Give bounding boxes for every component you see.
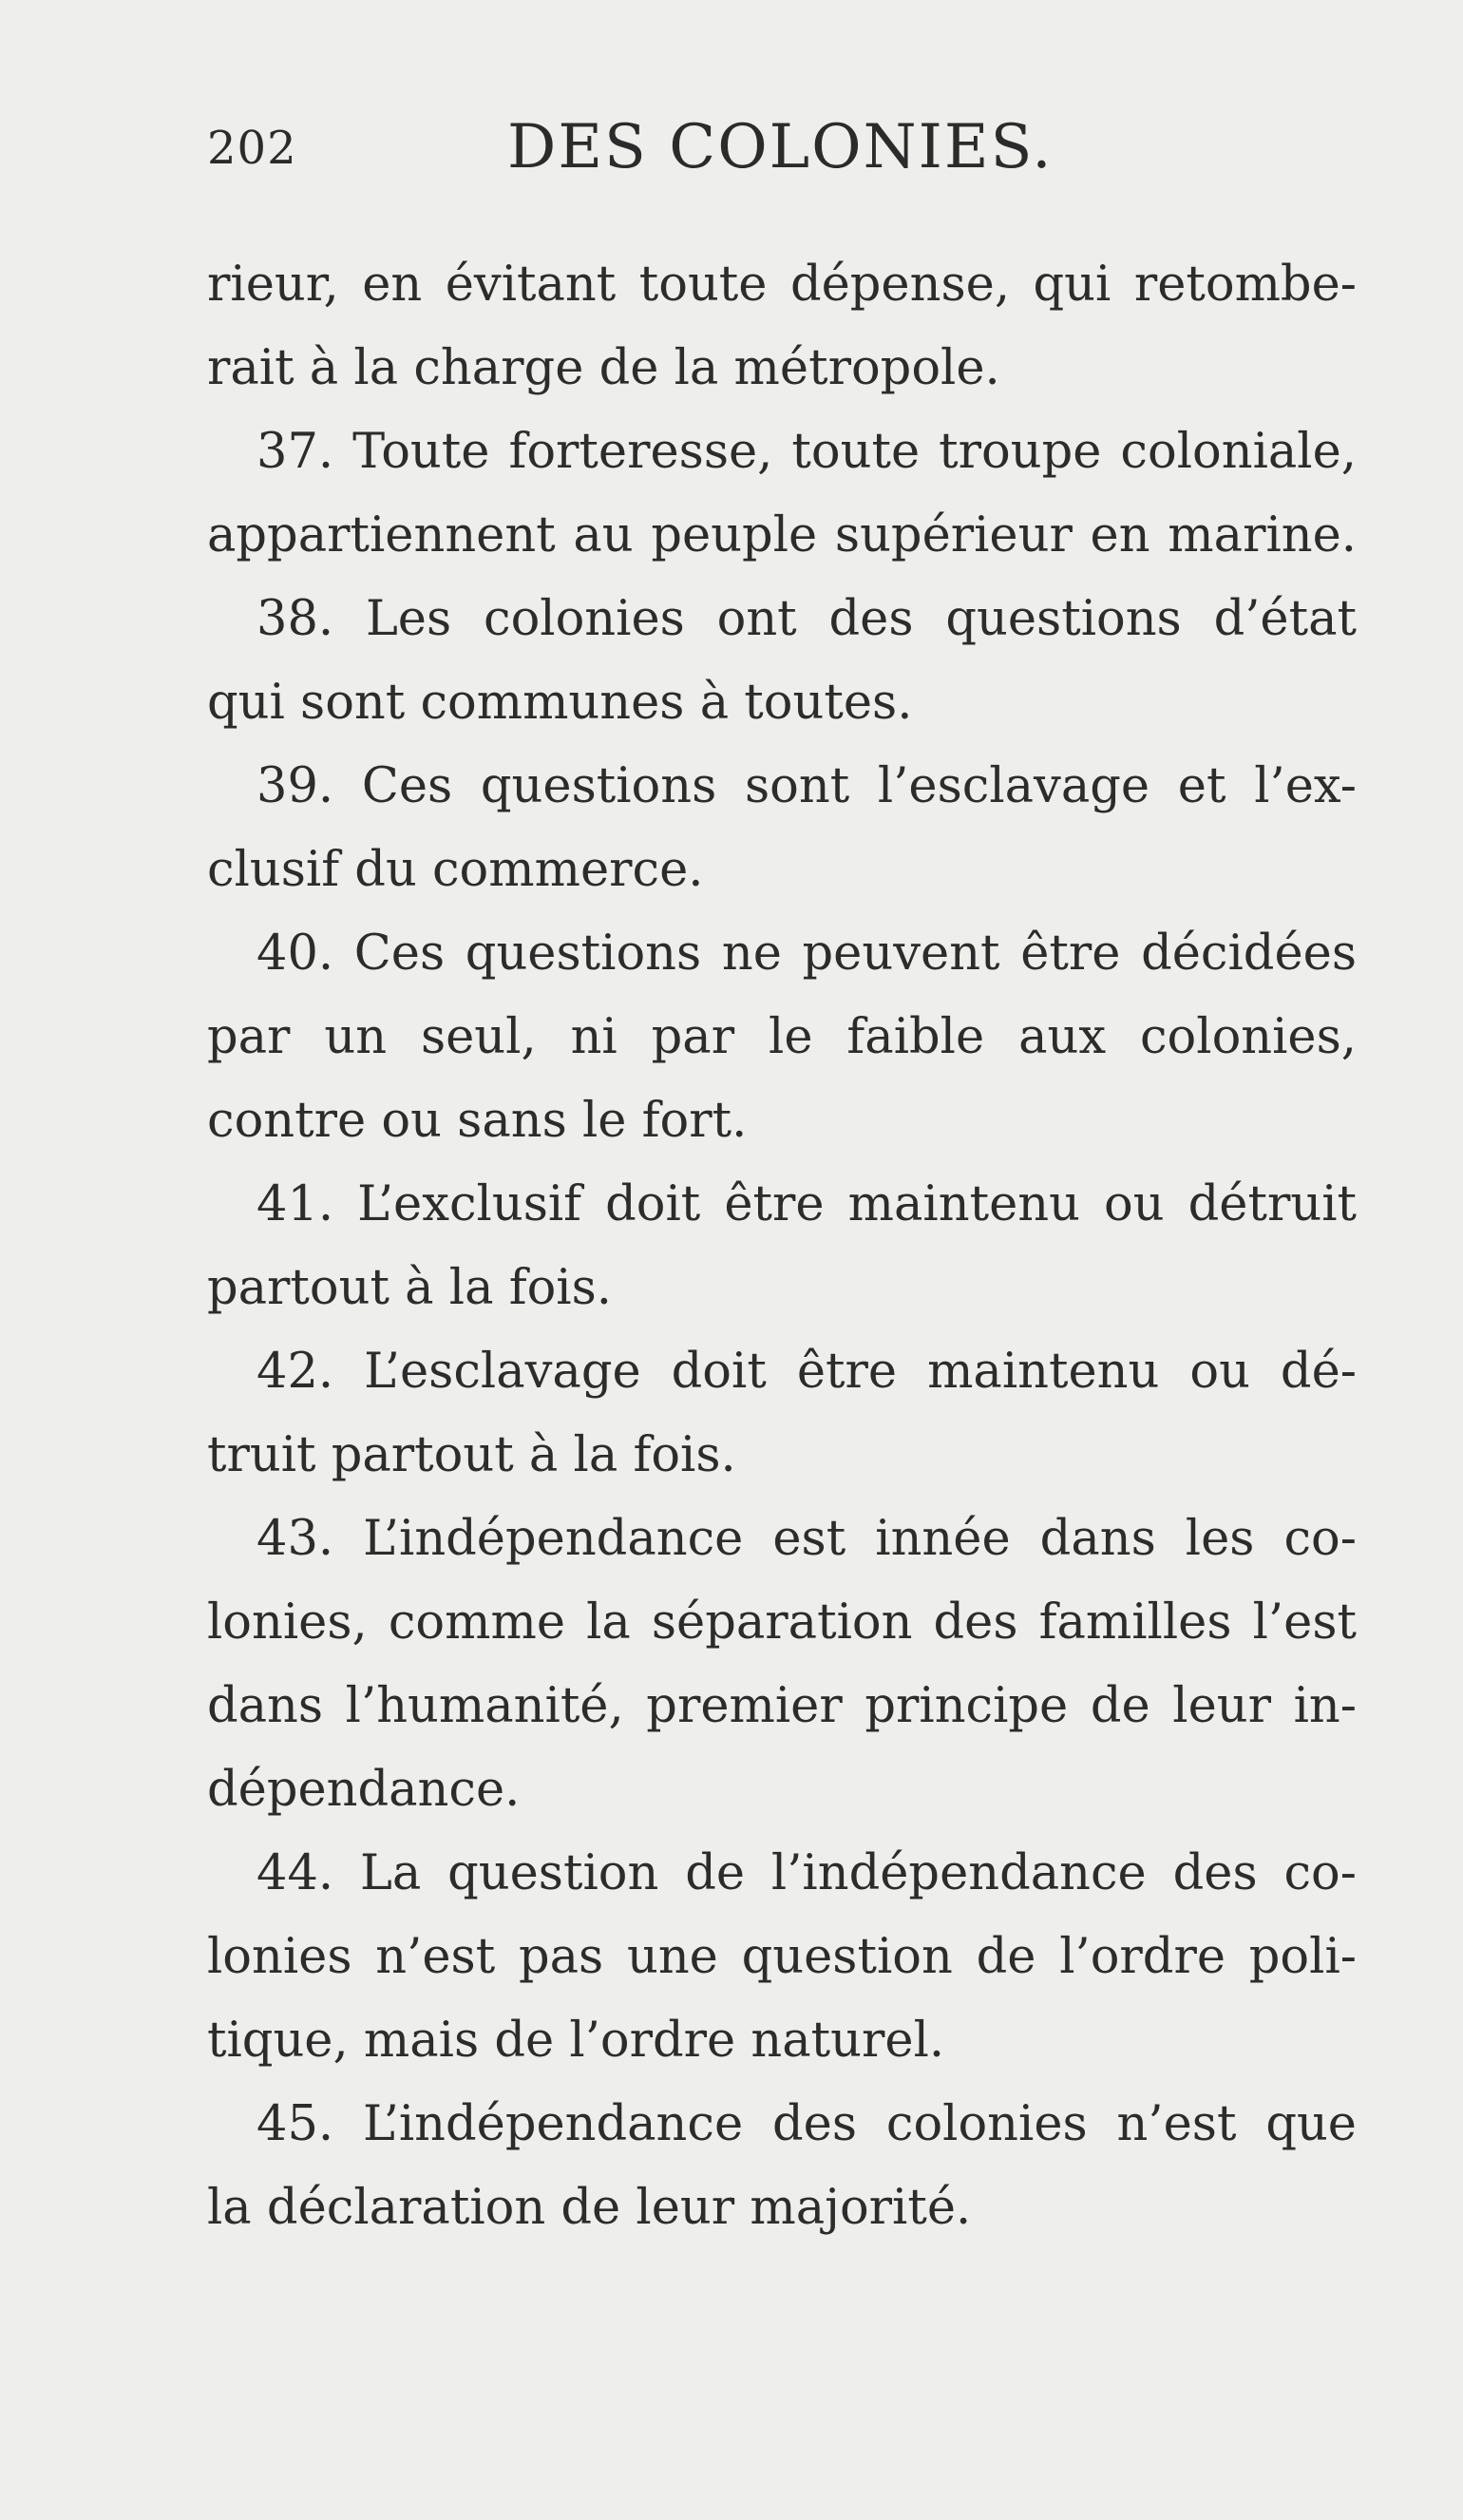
paragraph-43-line: 43. L’indépendance est innée dans les co- [256, 1511, 1357, 1567]
text-line: appartiennent au peuple supérieur en marine. [207, 507, 1357, 563]
paragraph-39-line: 39. Ces questions sont l’esclavage et l’ex- [256, 758, 1357, 814]
paragraph-44-line: 44. La question de l’indépendance des co- [256, 1845, 1357, 1901]
page-number: 202 [207, 122, 297, 175]
paragraph-45-line: 45. L’indépendance des colonies n’est que [256, 2096, 1357, 2152]
paragraph-40-line: 40. Ces questions ne peuvent être décidées [256, 926, 1357, 982]
text-line: qui sont communes à toutes. [207, 675, 913, 731]
text-line: rieur, en évitant toute dépense, qui retombe- [207, 257, 1357, 313]
text-line: rait à la charge de la métropole. [207, 340, 1000, 396]
text-line: contre ou sans le fort. [207, 1093, 748, 1149]
text-line: lonies, comme la séparation des familles l’est [207, 1594, 1357, 1651]
text-line: la déclaration de leur majorité. [207, 2180, 972, 2236]
text-line: dépendance. [207, 1762, 521, 1818]
text-line: lonies n’est pas une question de l’ordre poli- [207, 1929, 1357, 1985]
paragraph-38-line: 38. Les colonies ont des questions d’état [256, 591, 1357, 647]
paragraph-42-line: 42. L’esclavage doit être maintenu ou dé- [256, 1344, 1357, 1400]
body-text [207, 243, 1357, 2250]
text-line: truit partout à la fois. [207, 1427, 736, 1483]
text-line: tique, mais de l’ordre naturel. [207, 2013, 945, 2069]
paragraph-41-line: 41. L’exclusif doit être maintenu ou détruit [256, 1176, 1357, 1232]
running-head: DES COLONIES. [507, 112, 1054, 182]
paragraph-37-line: 37. Toute forteresse, toute troupe coloniale, [256, 424, 1357, 480]
text-line: dans l’humanité, premier principe de leur in- [207, 1678, 1357, 1734]
text-line: clusif du commerce. [207, 842, 704, 898]
page-header [207, 112, 1338, 188]
text-line: partout à la fois. [207, 1260, 613, 1316]
text-line: par un seul, ni par le faible aux colonies, [207, 1009, 1357, 1065]
